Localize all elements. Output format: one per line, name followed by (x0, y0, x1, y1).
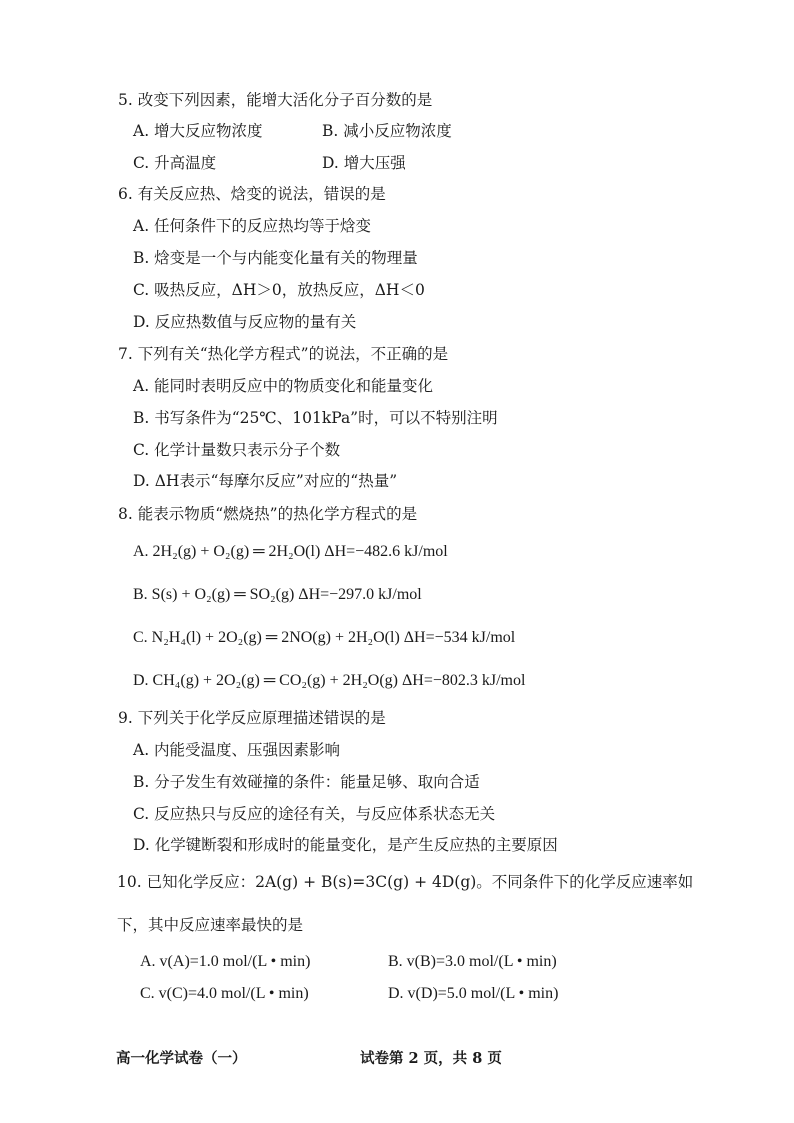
q8-option-b: B. S(s) + O₂(g) ═ SO₂(g) ΔH=−297.0 kJ/mol (133, 586, 422, 603)
q9-option-c: C. 反应热只与反应的途径有关，与反应体系状态无关 (133, 805, 496, 823)
q5-stem: 5. 改变下列因素，能增大活化分子百分数的是 (118, 91, 433, 109)
footer-exam-title: 高一化学试卷（一） (116, 1050, 247, 1067)
q10-option-a: A. v(A)=1.0 mol/(L • min) (140, 953, 311, 970)
q6-option-d: D. 反应热数值与反应物的量有关 (133, 313, 357, 331)
q7-option-a: A. 能同时表明反应中的物质变化和能量变化 (133, 377, 434, 395)
q8-option-d: D. CH₄(g) + 2O₂(g) ═ CO₂(g) + 2H₂O(g) ΔH=−802.3 kJ/mol (133, 672, 526, 689)
q7-option-c: C. 化学计量数只表示分子个数 (133, 441, 341, 459)
q5-option-d: D. 增大压强 (322, 154, 406, 172)
q9-stem: 9. 下列关于化学反应原理描述错误的是 (118, 709, 386, 727)
q6-option-a: A. 任何条件下的反应热均等于焓变 (133, 217, 372, 235)
q6-option-b: B. 焓变是一个与内能变化量有关的物理量 (133, 249, 418, 267)
q10-option-d: D. v(D)=5.0 mol/(L • min) (388, 985, 559, 1002)
q9-option-a: A. 内能受温度、压强因素影响 (133, 741, 341, 759)
q5-option-c: C. 升高温度 (133, 154, 217, 172)
q7-stem: 7. 下列有关“热化学方程式”的说法，不正确的是 (118, 345, 449, 363)
q7-option-b: B. 书写条件为“25℃、101kPa”时，可以不特别注明 (133, 409, 498, 427)
q10-option-c: C. v(C)=4.0 mol/(L • min) (140, 985, 309, 1002)
q6-option-c: C. 吸热反应，ΔH＞0，放热反应，ΔH＜0 (133, 281, 425, 299)
q6-stem: 6. 有关反应热、焓变的说法，错误的是 (118, 185, 386, 203)
q9-option-d: D. 化学键断裂和形成时的能量变化，是产生反应热的主要原因 (133, 836, 558, 854)
q10-stem-line2: 下，其中反应速率最快的是 (117, 916, 304, 934)
q8-option-c: C. N₂H₄(l) + 2O₂(g) ═ 2NO(g) + 2H₂O(l) ΔH=−534 kJ/mol (133, 629, 516, 646)
q9-option-b: B. 分子发生有效碰撞的条件：能量足够、取向合适 (133, 773, 480, 791)
footer-page-number: 试卷第 2 页，共 8 页 (360, 1050, 502, 1067)
q5-option-b: B. 减小反应物浓度 (322, 122, 452, 140)
q8-stem: 8. 能表示物质“燃烧热”的热化学方程式的是 (118, 505, 418, 523)
q8-option-a: A. 2H₂(g) + O₂(g) ═ 2H₂O(l) ΔH=−482.6 kJ/mol (133, 543, 448, 560)
q7-option-d: D. ΔH表示“每摩尔反应”对应的“热量” (133, 472, 398, 490)
q10-stem-line1: 10. 已知化学反应：2A(g) + B(s)=3C(g) + 4D(g)。不同条件下的化学反应速率如 (117, 873, 694, 891)
q10-option-b: B. v(B)=3.0 mol/(L • min) (388, 953, 557, 970)
q5-option-a: A. 增大反应物浓度 (133, 122, 263, 140)
